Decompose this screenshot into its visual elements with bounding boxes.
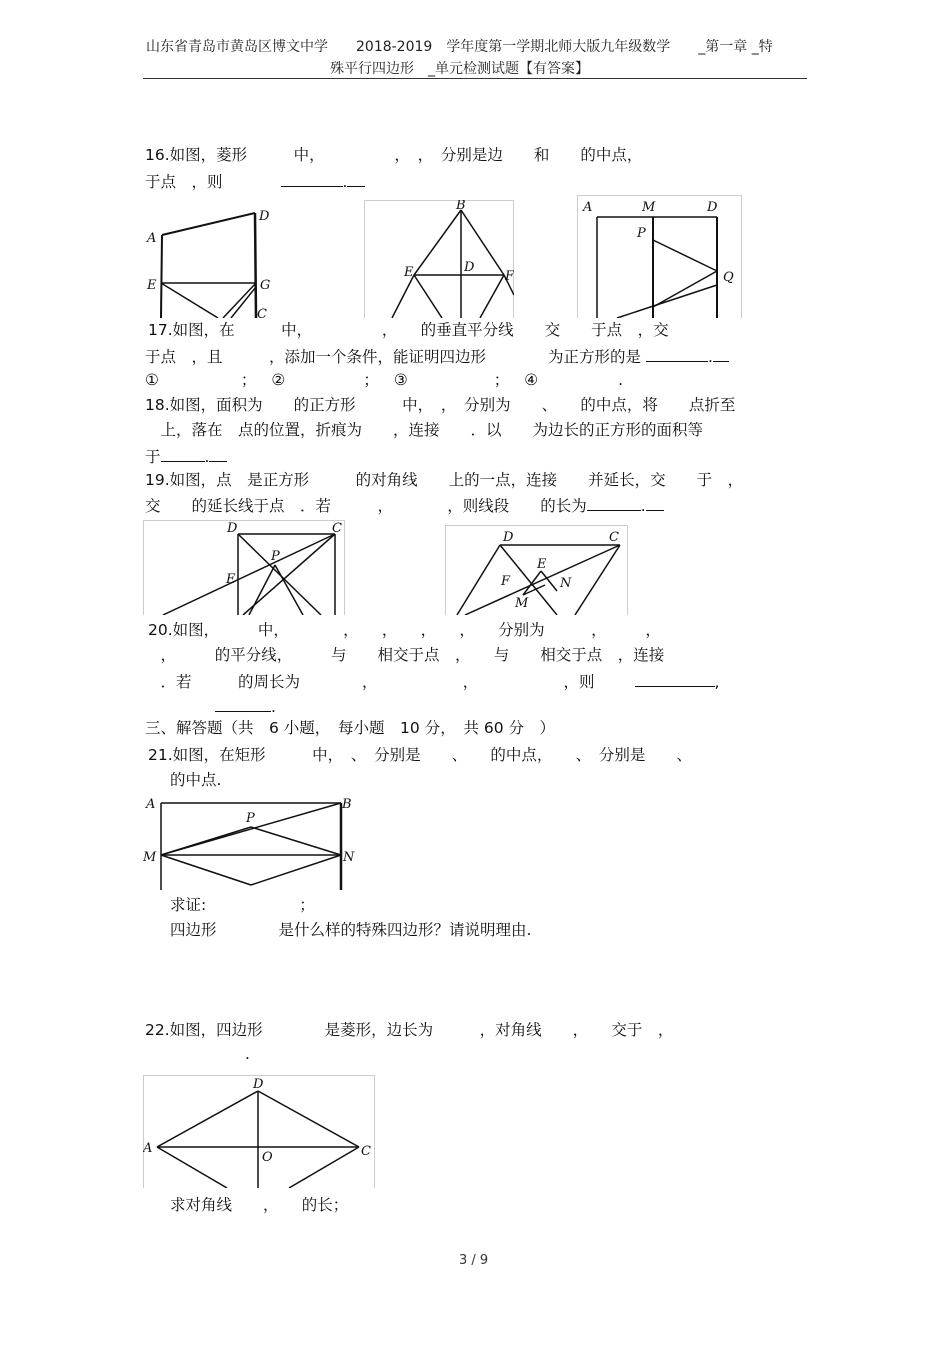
q16-line-1: 16.如图，菱形 中， ， ， 分别是边 和 的中点， [145, 146, 643, 164]
label-D: D [464, 260, 475, 275]
q17-answer-blank[interactable] [646, 345, 708, 362]
label-E: E [404, 265, 414, 280]
q22-line-1: 22.如图，四边形 是菱形，边长为 ，对角线 ， 交于 ， [145, 1021, 674, 1039]
label-B: B [456, 200, 466, 213]
q17-line-2: 于点 ，且 ，添加一个条件，能证明四边形 为正方形的是 . [145, 345, 729, 367]
q21-part-2: 四边形 是什么样的特殊四边形？请说明理由. [170, 921, 532, 939]
q19-line-1: 19.如图，点 是正方形 的对角线 上的一点，连接 并延长，交 于 ， [145, 471, 744, 489]
q20-answer-blank-1[interactable] [635, 670, 715, 687]
label-N: N [343, 850, 355, 865]
label-M: M [642, 200, 656, 215]
q16-figure-rhombus [364, 200, 514, 318]
q19-line-2: 交 的延长线于点 ．若 ， ，则线段 的长为 . [145, 494, 664, 516]
label-A: A [143, 1141, 153, 1156]
label-E: E [537, 557, 547, 572]
q19-figure-parallelogram [445, 525, 628, 615]
q18-line-2: 上，落在 点的位置，折痕为 ，连接 ．以 为边长的正方形的面积等 [145, 421, 704, 439]
q20-line-4: . [145, 695, 276, 717]
label-D: D [227, 521, 238, 536]
label-E: E [226, 572, 236, 587]
q21-part-1: 求证: ； [170, 896, 315, 914]
q18-answer-blank[interactable] [161, 445, 205, 462]
label-M: M [515, 596, 529, 611]
q20-line-3: ．若 的周长为 ， ， ，则 , [145, 670, 719, 692]
q18-line-3: 于 . [145, 445, 227, 467]
q17-line-1: 17.如图，在 中， ， 的垂直平分线 交 于点 ，交 [148, 321, 669, 339]
page-number: 3 / 9 [459, 1253, 489, 1268]
header-rule [143, 78, 807, 79]
q18-line-1: 18.如图，面积为 的正方形 中， ， 分别为 、 的中点，将 点折至 [145, 396, 736, 414]
q21-figure-rectangle [143, 795, 359, 890]
section-3-title: 三、解答题（共 6 小题， 每小题 10 分， 共 60 分 ） [145, 719, 556, 737]
q20-line-1: 20.如图， 中， ， ， ， ， 分别为 ， ， [148, 621, 661, 639]
label-G: G [260, 278, 271, 293]
q20-line-2: ， 的平分线， 与 相交于点 ， 与 相交于点 ，连接 [145, 646, 665, 664]
label-C: C [609, 530, 619, 545]
header-line-2: 殊平行四边形 _单元检测试题【有答案】 [330, 61, 589, 77]
label-C: C [332, 521, 342, 536]
q17-figure [577, 195, 742, 318]
label-A: A [583, 200, 593, 215]
label-E: E [147, 278, 157, 293]
q20-answer-blank-2[interactable] [215, 695, 271, 712]
label-N: N [560, 576, 572, 591]
q17-options: ① ； ② ； ③ ； ④ . [145, 371, 624, 389]
label-Q: Q [723, 270, 734, 285]
label-D: D [503, 530, 514, 545]
q22-part-1: 求对角线 ， 的长； [170, 1196, 349, 1214]
label-M: M [143, 850, 157, 865]
label-F: F [505, 269, 514, 284]
q16-line-2: 于点 ，则 . [145, 170, 365, 192]
q16-answer-blank[interactable] [281, 170, 343, 187]
header-line-1: 山东省青岛市黄岛区博文中学 2018-2019 学年度第一学期北师大版九年级数学 _第一章 _特 [146, 39, 773, 55]
label-C: C [257, 307, 267, 318]
q22-figure-rhombus [143, 1075, 375, 1188]
q19-answer-blank[interactable] [587, 494, 641, 511]
q16-figure-quadrilateral [143, 205, 278, 318]
label-A: A [147, 231, 157, 246]
label-P: P [271, 549, 280, 564]
label-P: P [246, 811, 255, 826]
q21-line-1: 21.如图，在矩形 中， 、 分别是 、 的中点， 、 分别是 、 [148, 746, 692, 764]
label-O: O [262, 1150, 273, 1165]
q21-line-2: 的中点. [170, 771, 222, 789]
label-D: D [259, 209, 270, 224]
label-A: A [146, 797, 156, 812]
label-B: B [342, 797, 352, 812]
q22-line-2: . [245, 1045, 250, 1063]
label-D: D [253, 1077, 264, 1092]
q19-figure-square [143, 520, 345, 615]
label-P: P [637, 226, 646, 241]
label-F: F [501, 574, 511, 589]
label-C: C [361, 1144, 371, 1159]
label-D: D [707, 200, 718, 215]
